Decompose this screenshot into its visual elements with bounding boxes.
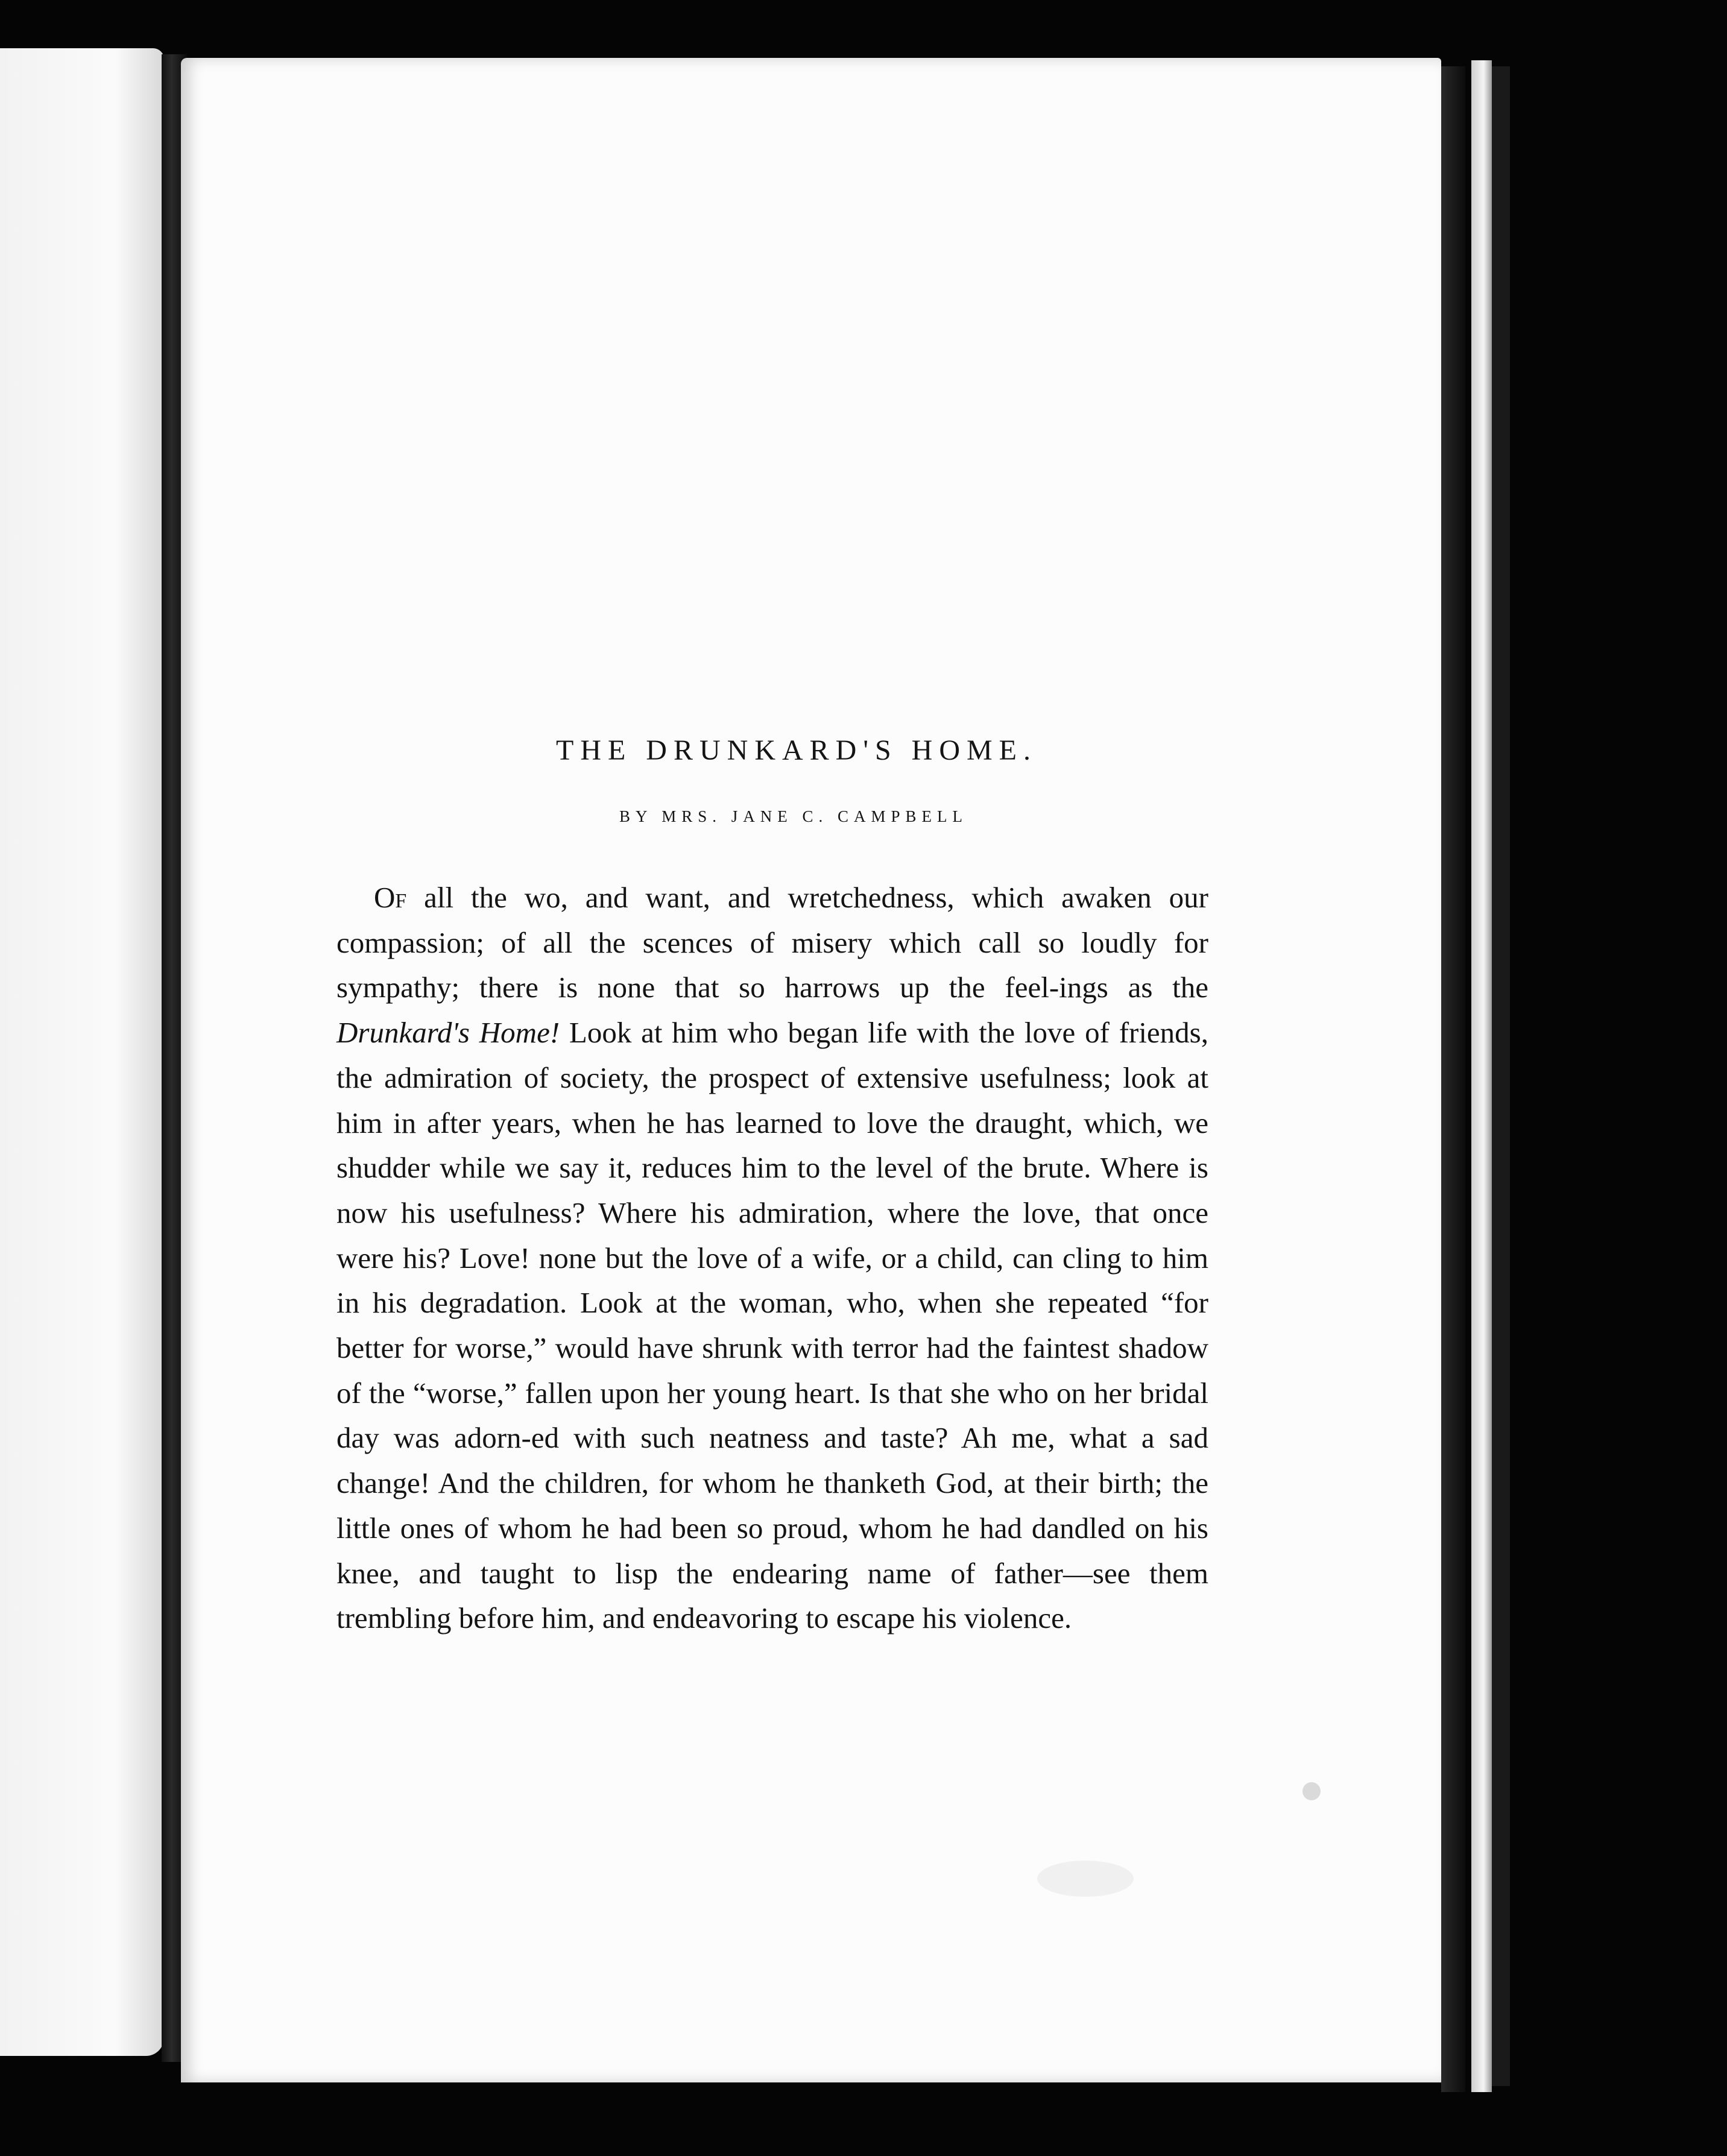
paragraph-emphasis: Drunkard's Home! bbox=[336, 1016, 560, 1050]
page-block-edge bbox=[1471, 60, 1492, 2092]
article-title: THE DRUNKARD'S HOME. bbox=[556, 734, 1037, 766]
paper-stain bbox=[1302, 1782, 1321, 1800]
article-paragraph bbox=[336, 875, 1208, 1641]
paragraph-opening-word: Of bbox=[374, 881, 407, 914]
page-block-edge bbox=[1492, 66, 1510, 2086]
paragraph-text-part-2: Look at him who began life with the love of friends, the admiration of society, the prospect of extensive usefulness; look at him in after years, when he has learned to love the draught, which, we shudder while we say it, reduces him to the level of the brute. Where is now his usefulness? Where his admiration, where the love, that once were his? Love! none but the love of a wife, or a child, can cling to him in his degradation. Look at the woman, who, when she repeated “for better for worse,” would have shrunk with terror had the faintest shadow of the “worse,” fallen upon her young heart. Is that she who on her bridal day was adorn-ed with such neatness and taste? Ah me, what a sad change! And the children, for whom he thanketh God, at their birth; the little ones of whom he had been so proud, whom he had dandled on his knee, and taught to lisp the endearing name of father—see them trembling before him, and endeavoring to escape his violence. bbox=[336, 1016, 1209, 1635]
article-byline: BY MRS. JANE C. CAMPBELL bbox=[619, 807, 968, 825]
article bbox=[336, 728, 1208, 1641]
paper-stain bbox=[1037, 1861, 1134, 1897]
left-facing-page-edge bbox=[0, 48, 164, 2056]
paragraph-text-part-1: all the wo, and want, and wretchedness, which awaken our compassion; of all the scences of misery which call so loudly for sympathy; there is none that so harrows up the feel-ings as the bbox=[336, 881, 1208, 1004]
page-block-edge bbox=[1441, 66, 1465, 2092]
